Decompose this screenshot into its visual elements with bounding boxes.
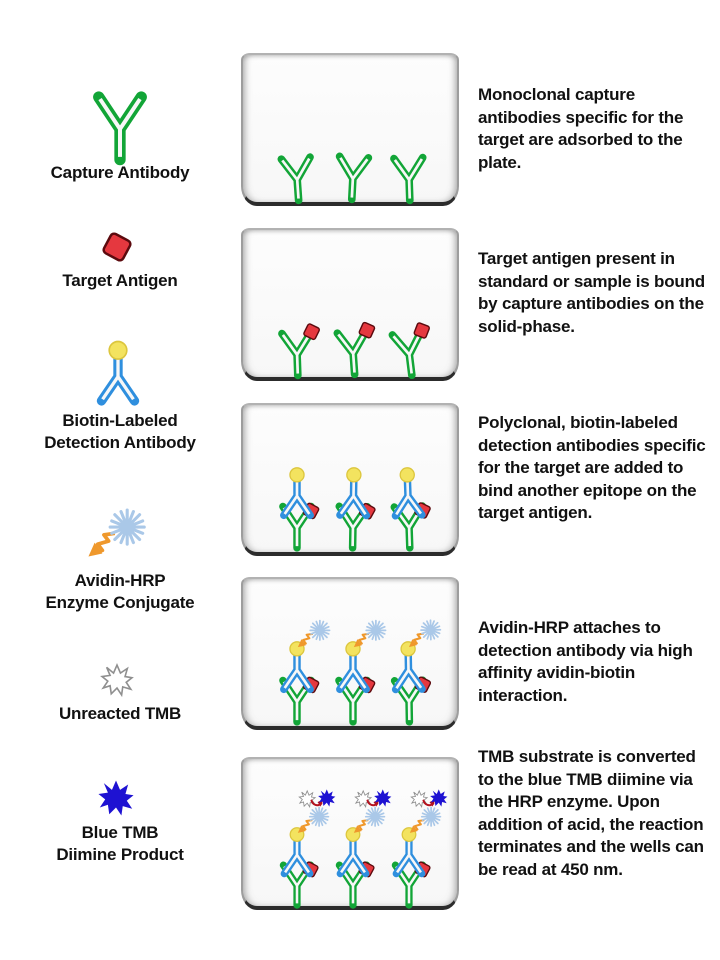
sandwich-complex-with-tmb-reaction bbox=[339, 789, 391, 905]
well-stage-3 bbox=[241, 403, 459, 556]
sandwich-complex-with-tmb-reaction bbox=[283, 789, 335, 905]
sandwich-complex-with-hrp bbox=[394, 620, 442, 722]
legend-label-blue-tmb: Blue TMB Diimine Product bbox=[56, 823, 184, 864]
detection-antibody-icon bbox=[68, 332, 168, 412]
sandwich-complex bbox=[393, 467, 432, 548]
step-description-2: Target antigen present in standard or sample is bound by capture antibodies on the solid-phase. bbox=[478, 249, 705, 336]
target-antigen-icon bbox=[92, 222, 142, 272]
well-stage-4 bbox=[241, 577, 459, 730]
sandwich-complex bbox=[339, 468, 377, 549]
antibody-antigen-complex bbox=[391, 321, 435, 377]
legend-label-unreacted-tmb: Unreacted TMB bbox=[58, 704, 182, 723]
capture-antibody-icon bbox=[281, 157, 313, 201]
sandwich-complex-with-hrp bbox=[339, 621, 386, 722]
avidin-hrp-conjugate-icon bbox=[60, 505, 175, 577]
unreacted-tmb-icon bbox=[92, 655, 142, 705]
blue-tmb-diimine-icon bbox=[88, 770, 144, 826]
sandwich-complex-with-hrp bbox=[283, 621, 330, 722]
step-description-3: Polyclonal, biotin-labeled detection antibodies specific for the target are added to bind another epitope on the target antigen. bbox=[478, 413, 706, 522]
legend-label-avidin-hrp: Avidin-HRP Enzyme Conjugate bbox=[45, 571, 195, 612]
step-description-4: Avidin-HRP attaches to detection antibody via high affinity avidin-biotin interaction. bbox=[478, 618, 693, 705]
antibody-antigen-complex bbox=[282, 323, 322, 376]
well-stage-2 bbox=[241, 228, 459, 381]
legend-label-target-antigen: Target Antigen bbox=[62, 271, 178, 290]
well-stage-5 bbox=[241, 757, 459, 910]
capture-antibody-icon bbox=[73, 72, 167, 166]
legend-label-detection-antibody: Biotin-Labeled Detection Antibody bbox=[44, 411, 196, 452]
sandwich-complex-with-tmb-reaction bbox=[395, 789, 447, 905]
step-description-5: TMB substrate is converted to the blue TMB diimine via the HRP enzyme. Upon addition of acid, the reaction terminates and the wells can be read at 450 nm. bbox=[478, 747, 704, 879]
step-description-1: Monoclonal capture antibodies specific for the target are adsorbed to the plate. bbox=[478, 85, 684, 172]
well-stage-1 bbox=[241, 53, 459, 206]
capture-antibody-icon bbox=[394, 158, 424, 201]
antibody-antigen-complex bbox=[337, 321, 379, 375]
legend-label-capture-antibody: Capture Antibody bbox=[50, 163, 190, 182]
sandwich-complex bbox=[283, 468, 319, 548]
capture-antibody-icon bbox=[337, 156, 368, 200]
